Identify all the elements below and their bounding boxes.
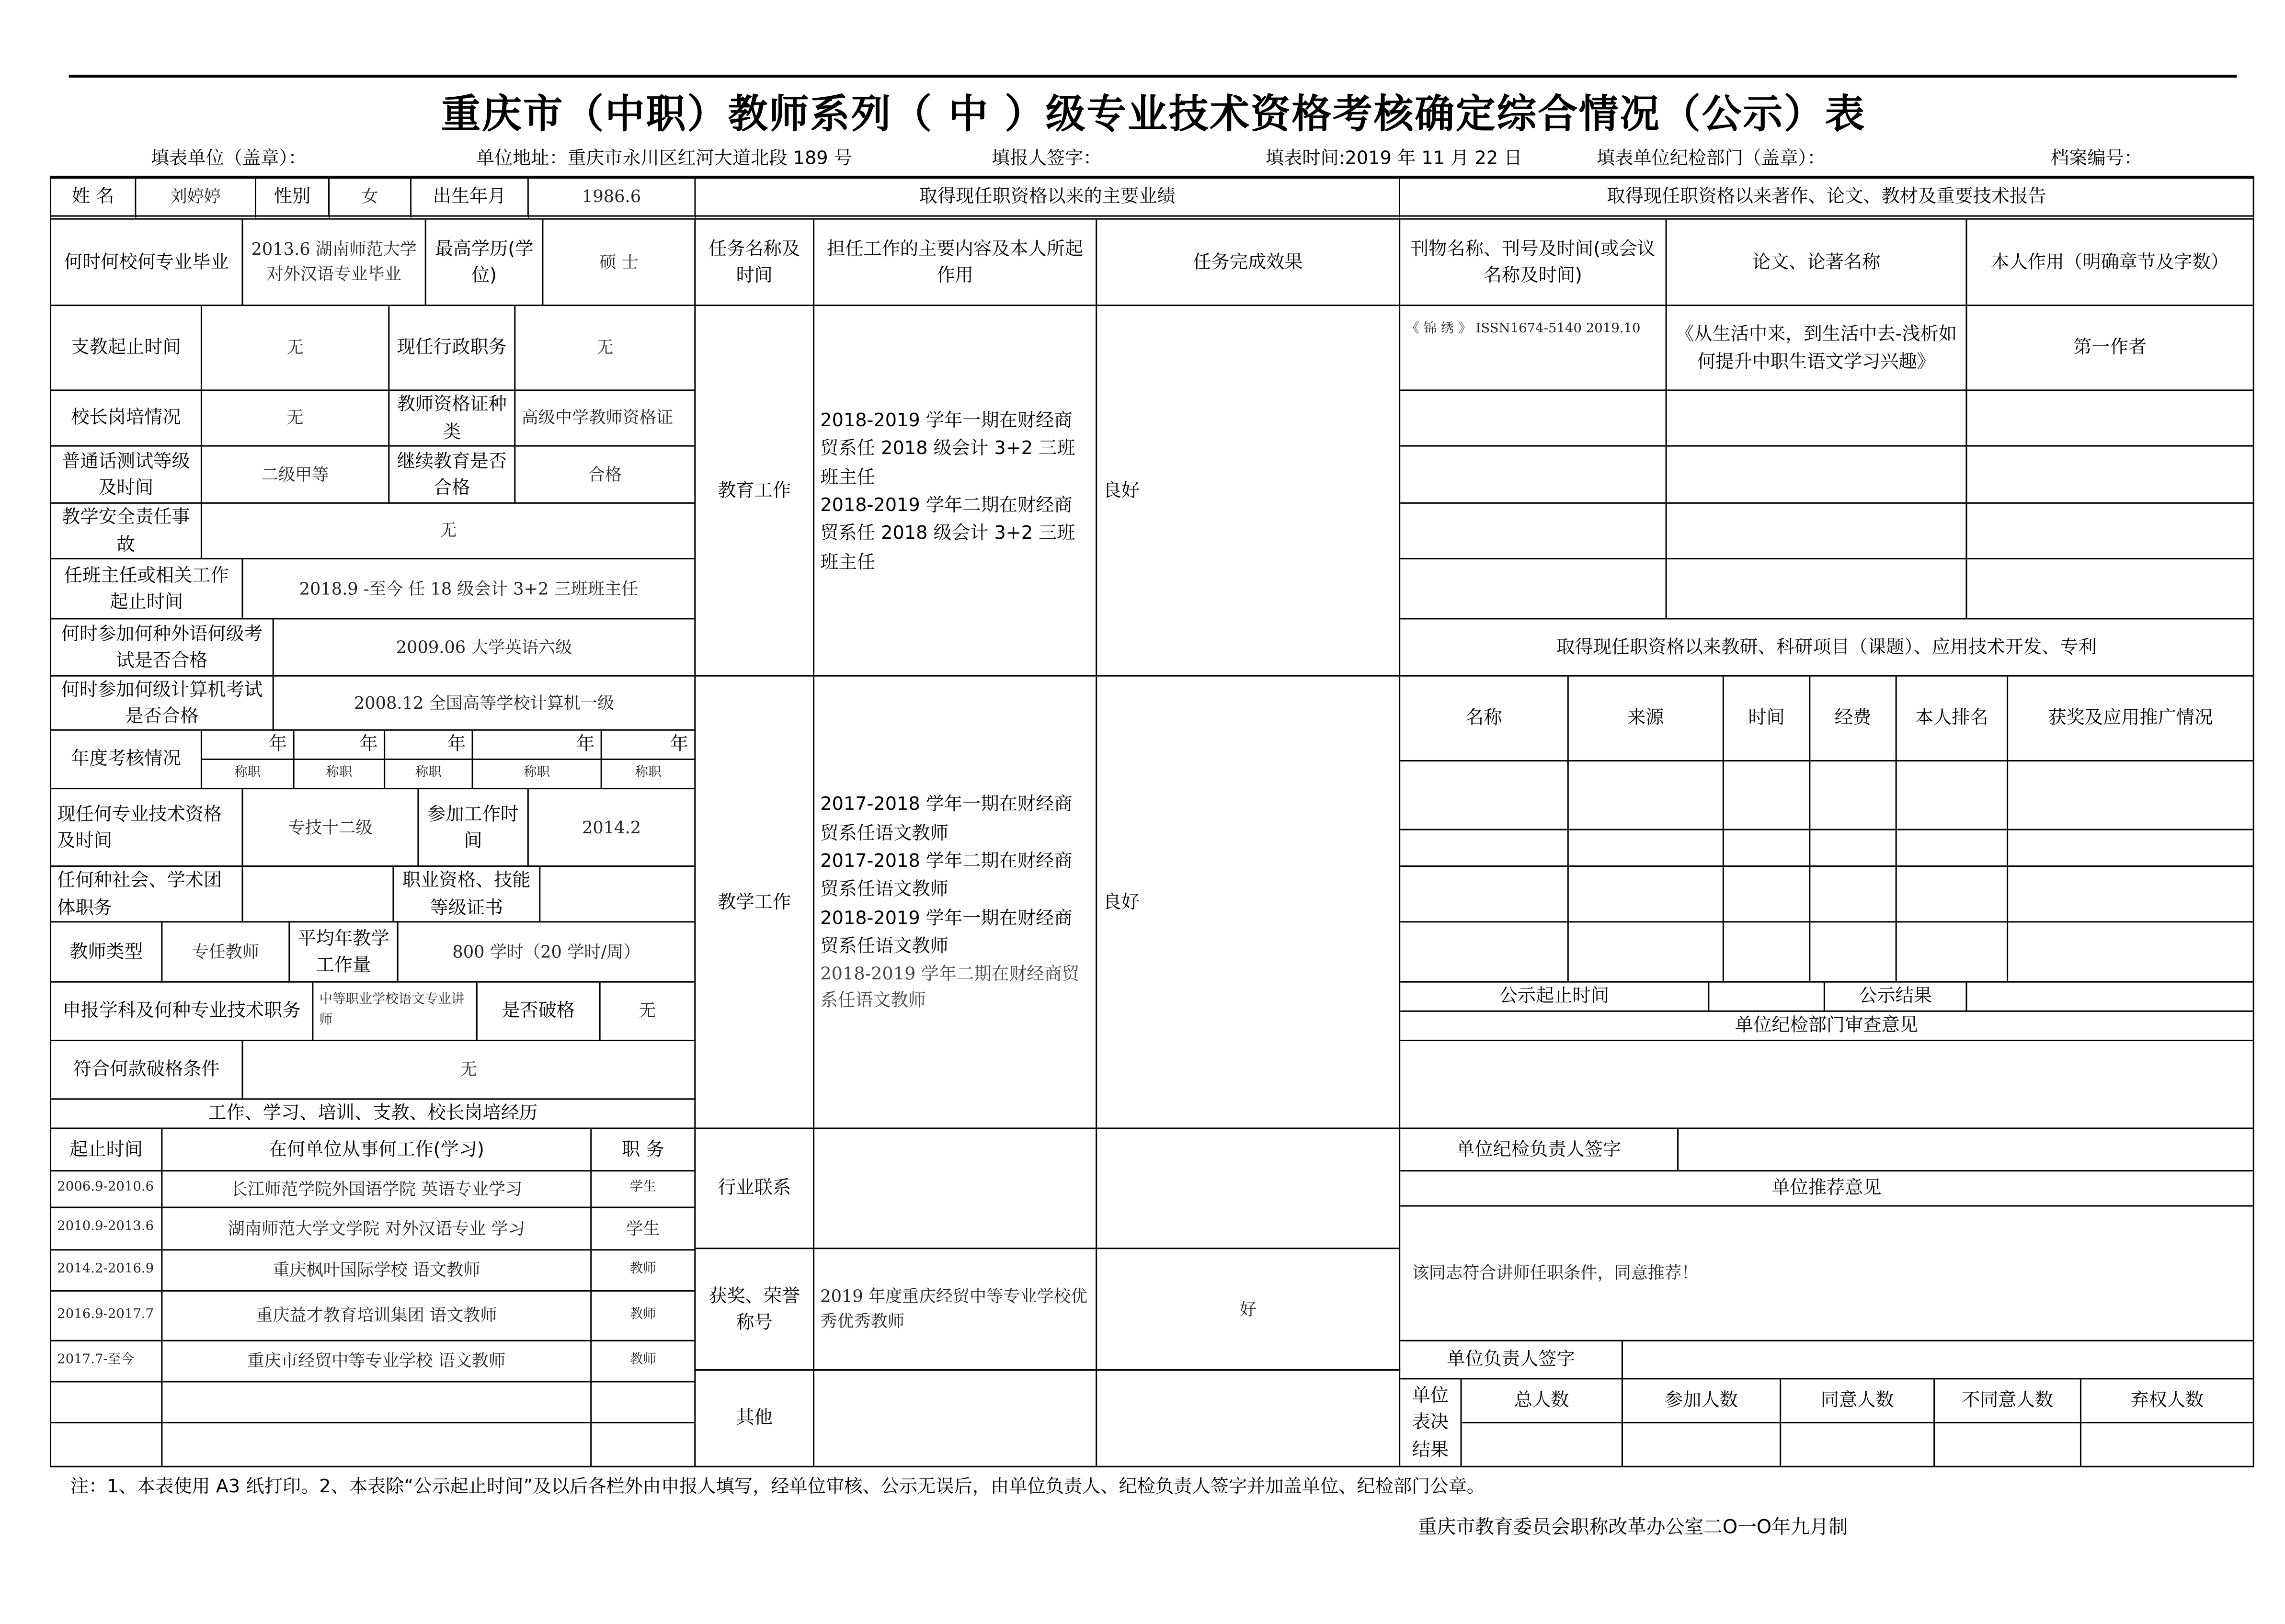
- recommend-text: 该同志符合讲师任职条件，同意推荐！: [1400, 1207, 2254, 1341]
- paper-empty[interactable]: [1967, 447, 2254, 504]
- annual-result-5[interactable]: 称职: [602, 760, 696, 789]
- research-cell[interactable]: [1810, 761, 1897, 830]
- research-cell[interactable]: [1897, 867, 2008, 922]
- history-period: 2006.9-2010.6: [51, 1171, 162, 1208]
- paper-empty[interactable]: [1400, 447, 1667, 504]
- archive-no-label: 档案编号：: [2050, 146, 2142, 169]
- paper-name-header: 论文、论著名称: [1667, 220, 1967, 306]
- workload-value[interactable]: 800 学时（20 学时/周）: [399, 922, 696, 982]
- form-table: [50, 176, 2254, 1467]
- research-cell[interactable]: [1810, 867, 1897, 922]
- annual-year-3[interactable]: 年: [385, 731, 473, 760]
- paper-empty[interactable]: [1400, 504, 1667, 559]
- history-empty[interactable]: [592, 1423, 696, 1467]
- title-label: 现任何专业技术资格及时间: [51, 789, 243, 867]
- recommend-title: 单位推荐意见: [1400, 1171, 2254, 1206]
- discipline-review-content[interactable]: [1400, 1041, 2254, 1129]
- vote-disagree-value[interactable]: [1935, 1423, 2081, 1467]
- teacher-type-value[interactable]: 专任教师: [162, 922, 290, 982]
- research-cell[interactable]: [2008, 867, 2254, 922]
- history-empty[interactable]: [51, 1382, 162, 1423]
- teach-work-content: [814, 677, 1097, 1129]
- awards-content: 2019 年度重庆经贸中等专业学校优秀优秀教师: [814, 1249, 1097, 1371]
- paper-name: 《从生活中来，到生活中去-浅析如何提升中职生语文学习兴趣》: [1667, 306, 1967, 391]
- research-cell[interactable]: [1569, 761, 1724, 830]
- paper-empty[interactable]: [1400, 559, 1667, 619]
- teacher-type-label: 教师类型: [51, 922, 162, 982]
- support-value[interactable]: 无: [202, 306, 389, 391]
- exception-cond-label: 符合何款破格条件: [51, 1041, 243, 1100]
- principal-label: 校长岗培情况: [51, 391, 202, 446]
- research-cell[interactable]: [1400, 830, 1569, 867]
- content-header: 担任工作的主要内容及本人所起作用: [814, 220, 1097, 306]
- vote-participants-value[interactable]: [1623, 1423, 1781, 1467]
- edu-work-line: 2018-2019 学年二期在财经商贸系任 2018 级会计 3+2 三班班主任: [820, 493, 1075, 572]
- history-unit: 重庆市经贸中等专业学校 语文教师: [162, 1341, 592, 1383]
- exception-value[interactable]: 无: [601, 983, 696, 1041]
- cont-edu-value[interactable]: 合格: [515, 447, 696, 504]
- foreign-value[interactable]: 2009.06 大学英语六级: [274, 619, 696, 676]
- history-period: 2014.2-2016.9: [51, 1250, 162, 1292]
- vocational-value[interactable]: [540, 867, 696, 922]
- research-header-awards: 获奖及应用推广情况: [2008, 677, 2254, 761]
- industry-label: 行业联系: [696, 1129, 814, 1249]
- history-header-post: 职 务: [592, 1129, 696, 1171]
- edu-work-effect: 良好: [1097, 306, 1400, 677]
- research-title: 取得现任职资格以来教研、科研项目（课题）、应用技术开发、专利: [1400, 619, 2254, 676]
- teach-work-line: 2017-2018 学年一期在财经商贸系任语文教师: [820, 793, 1073, 843]
- history-post: 教师: [592, 1292, 696, 1341]
- research-cell[interactable]: [1724, 922, 1810, 982]
- paper-role: 第一作者: [1967, 306, 2254, 391]
- research-cell[interactable]: [1400, 761, 1569, 830]
- research-cell[interactable]: [1400, 922, 1569, 982]
- annual-result-2[interactable]: 称职: [295, 760, 386, 789]
- research-cell[interactable]: [1897, 761, 2008, 830]
- vote-header-total: 总人数: [1462, 1379, 1623, 1423]
- research-header-source: 来源: [1569, 677, 1724, 761]
- teach-work-line: 2018-2019 学年一期在财经商贸系任语文教师: [820, 906, 1073, 957]
- other-effect[interactable]: [1097, 1371, 1400, 1467]
- admin-label: 现任行政职务: [389, 306, 515, 391]
- history-header-period: 起止时间: [51, 1129, 162, 1171]
- research-cell[interactable]: [2008, 761, 2254, 830]
- teach-work-label: 教学工作: [696, 677, 814, 1129]
- publicity-result-label: 公示结果: [1825, 983, 1967, 1012]
- edu-work-line: 2018-2019 学年一期在财经商贸系任 2018 级会计 3+2 三班班主任: [820, 408, 1075, 488]
- history-title: 工作、学习、培训、支教、校长岗培经历: [51, 1100, 696, 1129]
- computer-value[interactable]: 2008.12 全国高等学校计算机一级: [274, 677, 696, 731]
- annual-result-3[interactable]: 称职: [385, 760, 473, 789]
- publicity-period-value[interactable]: [1709, 983, 1825, 1012]
- paper-empty[interactable]: [1667, 447, 1967, 504]
- annual-year-2[interactable]: 年: [295, 731, 386, 760]
- paper-empty[interactable]: [1967, 504, 2254, 559]
- leader-sign-value[interactable]: [1623, 1341, 2254, 1380]
- paper-empty[interactable]: [1667, 559, 1967, 619]
- research-cell[interactable]: [1897, 830, 2008, 867]
- journal-header: 刊物名称、刊号及时间(或会议名称及时间): [1400, 220, 1667, 306]
- research-cell[interactable]: [2008, 830, 2254, 867]
- history-period: 2010.9-2013.6: [51, 1208, 162, 1251]
- birth-value[interactable]: 1986.6: [529, 179, 696, 220]
- vote-header-participants: 参加人数: [1623, 1379, 1781, 1423]
- research-cell[interactable]: [1569, 830, 1724, 867]
- work-start-label: 参加工作时间: [419, 789, 529, 867]
- headteacher-value[interactable]: 2018.9 -至今 任 18 级会计 3+2 三班班主任: [243, 559, 696, 619]
- history-post: 学生: [592, 1208, 696, 1251]
- name-value[interactable]: 刘婷婷: [136, 179, 256, 220]
- support-label: 支教起止时间: [51, 306, 202, 391]
- teach-work-effect: 良好: [1097, 677, 1400, 1129]
- discipline-review-title: 单位纪检部门审查意见: [1400, 1012, 2254, 1041]
- history-period: 2016.9-2017.7: [51, 1292, 162, 1341]
- teach-work-line: 2018-2019 学年二期在财经商贸系任语文教师: [820, 963, 1080, 1011]
- research-cell[interactable]: [1569, 867, 1724, 922]
- vocational-label: 职业资格、技能等级证书: [394, 867, 541, 922]
- awards-label: 获奖、荣誉称号: [696, 1249, 814, 1371]
- mandarin-value[interactable]: 二级甲等: [202, 447, 389, 504]
- annual-year-4[interactable]: 年: [473, 731, 602, 760]
- history-post: 教师: [592, 1341, 696, 1383]
- other-label: 其他: [696, 1371, 814, 1467]
- title-value[interactable]: 专技十二级: [243, 789, 419, 867]
- teach-work-line: 2017-2018 学年二期在财经商贸系任语文教师: [820, 849, 1073, 900]
- exception-label: 是否破格: [478, 983, 601, 1041]
- research-header-name: 名称: [1400, 677, 1569, 761]
- grad-value[interactable]: 2013.6 湖南师范大学对外汉语专业毕业: [243, 220, 426, 306]
- paper-journal: 《 锦 绣 》 ISSN1674-5140 2019.10: [1400, 306, 1667, 391]
- exception-cond-value[interactable]: 无: [243, 1041, 696, 1100]
- research-cell[interactable]: [1569, 922, 1724, 982]
- foreign-label: 何时参加何种外语何级考试是否合格: [51, 619, 274, 676]
- safety-label: 教学安全责任事故: [51, 504, 202, 559]
- research-cell[interactable]: [1724, 761, 1810, 830]
- research-cell[interactable]: [1724, 830, 1810, 867]
- other-content[interactable]: [814, 1371, 1097, 1467]
- annual-result-1[interactable]: 称职: [202, 760, 295, 789]
- edu-work-content: [814, 306, 1097, 677]
- address: 单位地址：重庆市永川区红河大道北段 189 号: [476, 146, 853, 169]
- research-header-funds: 经费: [1810, 677, 1897, 761]
- vote-label: 单位表决结果: [1400, 1379, 1462, 1467]
- vote-header-disagree: 不同意人数: [1935, 1379, 2081, 1423]
- research-cell[interactable]: [1400, 867, 1569, 922]
- awards-effect: 好: [1097, 1249, 1400, 1371]
- vote-abstain-value[interactable]: [2081, 1423, 2254, 1467]
- history-period: 2017.7-至今: [51, 1341, 162, 1383]
- vote-agree-value[interactable]: [1781, 1423, 1935, 1467]
- work-start-value[interactable]: 2014.2: [529, 789, 696, 867]
- apply-value[interactable]: 中等职业学校语文专业讲师: [313, 983, 477, 1041]
- history-post: 教师: [592, 1250, 696, 1292]
- history-empty[interactable]: [162, 1423, 592, 1467]
- history-unit: 长江师范学院外国语学院 英语专业学习: [162, 1171, 592, 1208]
- publicity-period-label: 公示起止时间: [1400, 983, 1709, 1012]
- footer-note: 注：1、本表使用 A3 纸打印。2、本表除“公示起止时间”及以后各栏外由申报人填写，经单位审核、公示无误后，由单位负责人、纪检负责人签字并加盖单位、纪检部门公章。: [70, 1475, 1485, 1497]
- society-value[interactable]: [243, 867, 394, 922]
- research-cell[interactable]: [2008, 922, 2254, 982]
- research-cell[interactable]: [1724, 867, 1810, 922]
- headteacher-label: 任班主任或相关工作起止时间: [51, 559, 243, 619]
- top-rule: [69, 75, 2237, 78]
- paper-empty[interactable]: [1967, 559, 2254, 619]
- vote-header-agree: 同意人数: [1781, 1379, 1935, 1423]
- annual-year-5[interactable]: 年: [602, 731, 696, 760]
- discipline-sign-value[interactable]: [1679, 1129, 2254, 1171]
- degree-label: 最高学历(学位): [426, 220, 544, 306]
- history-header-unit: 在何单位从事何工作(学习): [162, 1129, 592, 1171]
- research-cell[interactable]: [1897, 922, 2008, 982]
- leader-sign-label: 单位负责人签字: [1400, 1341, 1623, 1380]
- paper-empty[interactable]: [1967, 391, 2254, 446]
- admin-value[interactable]: 无: [515, 306, 696, 391]
- vote-header-abstain: 弃权人数: [2081, 1379, 2254, 1423]
- industry-content[interactable]: [814, 1129, 1097, 1249]
- safety-value[interactable]: 无: [202, 504, 696, 559]
- form-title: 重庆市（中职）教师系列（ 中 ）级专业技术资格考核确定综合情况（公示）表: [441, 92, 1866, 138]
- annual-result-4[interactable]: 称职: [473, 760, 602, 789]
- industry-effect[interactable]: [1097, 1129, 1400, 1249]
- gender-value[interactable]: 女: [330, 179, 411, 220]
- history-unit: 重庆枫叶国际学校 语文教师: [162, 1250, 592, 1292]
- cert-label: 教师资格证种类: [389, 391, 515, 446]
- history-empty[interactable]: [162, 1382, 592, 1423]
- discipline-dept-label: 填表单位纪检部门（盖章）：: [1596, 146, 1826, 169]
- name-label: 姓 名: [51, 179, 136, 220]
- annual-label: 年度考核情况: [51, 731, 202, 789]
- edu-work-label: 教育工作: [696, 306, 814, 677]
- mandarin-label: 普通话测试等级及时间: [51, 447, 202, 504]
- research-cell[interactable]: [1810, 922, 1897, 982]
- publicity-result-value[interactable]: [1967, 983, 2254, 1012]
- effect-header: 任务完成效果: [1097, 220, 1400, 306]
- history-post: 学生: [592, 1171, 696, 1208]
- task-header: 任务名称及时间: [696, 220, 814, 306]
- signer-label: 填报人签字：: [992, 146, 1102, 169]
- cont-edu-label: 继续教育是否合格: [389, 447, 515, 504]
- papers-title: 取得现任职资格以来著作、论文、教材及重要技术报告: [1400, 179, 2254, 220]
- computer-label: 何时参加何级计算机考试是否合格: [51, 677, 274, 731]
- gender-label: 性别: [256, 179, 330, 220]
- principal-value[interactable]: 无: [202, 391, 389, 446]
- role-header: 本人作用（明确章节及字数）: [1967, 220, 2254, 306]
- history-empty[interactable]: [51, 1423, 162, 1467]
- discipline-sign-label: 单位纪检负责人签字: [1400, 1129, 1679, 1171]
- history-unit: 湖南师范大学文学院 对外汉语专业 学习: [162, 1208, 592, 1251]
- paper-empty[interactable]: [1400, 391, 1667, 446]
- annual-year-1[interactable]: 年: [202, 731, 295, 760]
- research-header-rank: 本人排名: [1897, 677, 2008, 761]
- footer-maker: 重庆市教育委员会职称改革办公室二O一O年九月制: [1417, 1517, 1848, 1539]
- research-header-time: 时间: [1724, 677, 1810, 761]
- society-label: 任何种社会、学术团体职务: [51, 867, 243, 922]
- vote-total-value[interactable]: [1462, 1423, 1623, 1467]
- paper-empty[interactable]: [1667, 391, 1967, 446]
- degree-value[interactable]: 硕 士: [543, 220, 696, 306]
- history-unit: 重庆益才教育培训集团 语文教师: [162, 1292, 592, 1341]
- cert-value[interactable]: 高级中学教师资格证: [515, 391, 696, 446]
- fill-time: 填表时间:2019 年 11 月 22 日: [1265, 146, 1522, 169]
- history-empty[interactable]: [592, 1382, 696, 1423]
- fill-unit-label: 填表单位（盖章）：: [150, 146, 307, 169]
- paper-empty[interactable]: [1667, 504, 1967, 559]
- workload-label: 平均年教学工作量: [290, 922, 398, 982]
- apply-label: 申报学科及何种专业技术职务: [51, 983, 313, 1041]
- birth-label: 出生年月: [411, 179, 529, 220]
- achievements-title: 取得现任职资格以来的主要业绩: [696, 179, 1400, 220]
- grad-label: 何时何校何专业毕业: [51, 220, 243, 306]
- research-cell[interactable]: [1810, 830, 1897, 867]
